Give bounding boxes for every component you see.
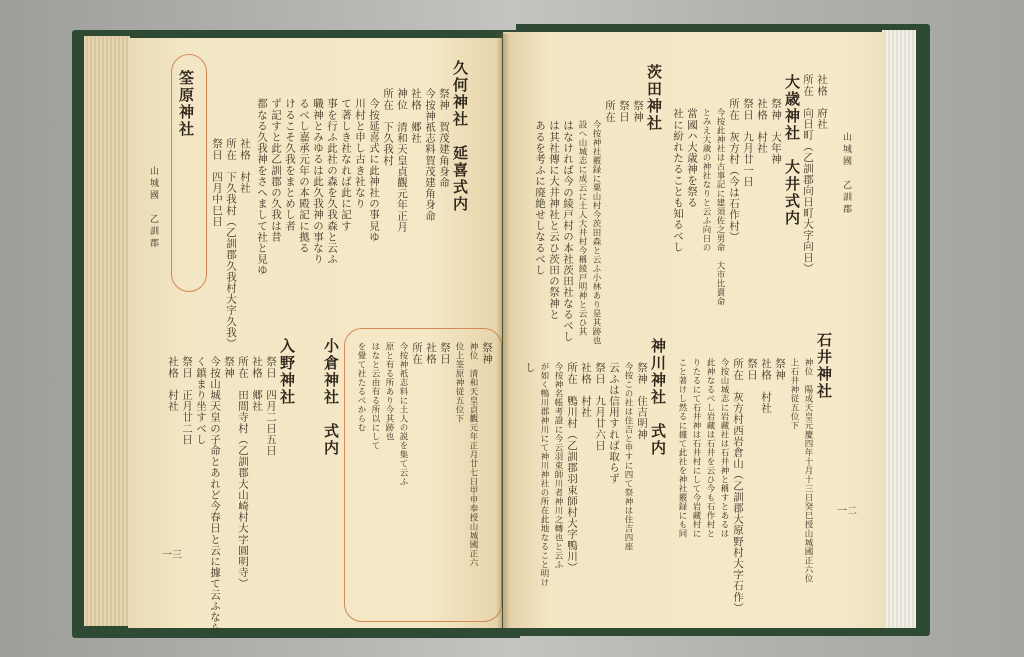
text-column: 今按延喜式に此神社の事見ゆ <box>368 98 380 243</box>
text-column: 所在 下久我村（乙訓郡久我村大字久我） <box>225 138 237 349</box>
text-column: 祭日 <box>746 358 758 381</box>
shrine-title: 筌原神社 <box>177 70 195 138</box>
left-page <box>128 38 502 634</box>
text-column: 今按神社覈録に粟山村今茨田森と云ふ小林あり是其跡也 <box>591 120 601 345</box>
right-page <box>503 32 885 628</box>
text-column: 祭神 <box>223 356 235 379</box>
text-column: 祭日 <box>439 342 451 365</box>
text-column: ず記すと此乙訓郡の久我は昔 <box>270 98 282 243</box>
text-column: 祭日 九月廿一日 <box>742 98 754 187</box>
shrine-title: 茨田神社 <box>645 64 663 132</box>
text-column: 社格 村社 <box>239 138 251 194</box>
text-column: 社に紛れたることも知るべし <box>672 108 684 253</box>
text-column: 祭神 <box>774 358 786 381</box>
text-column: るべし嘉承元年の本殿記に拠る <box>298 98 310 254</box>
shrine-title: 久何神社 延喜式内 <box>451 60 469 213</box>
text-column: 今按山城天皇の子命とあれど今春日と云に據て云ふなら <box>209 356 221 634</box>
text-column: こと著けし然るに據て此社を神社覈録にも同 <box>677 358 687 538</box>
text-column: 祭日 <box>618 100 630 123</box>
text-column: 今按神名帳考證に今云羽束師川者神川之轉也と云ふ <box>553 362 563 569</box>
text-column: 社格 村社 <box>756 98 768 154</box>
text-column: 上石井神従五位下 <box>789 358 799 430</box>
text-column: 此神なるべし岩藏は石井を云ひ今も石作村と <box>705 358 715 538</box>
text-column: 祭日 四月中巳日 <box>211 138 223 227</box>
right-page-number: 一二 <box>837 506 857 517</box>
text-column: 祭神 大年神 <box>770 98 782 165</box>
text-column: はなければ今の綾戸村の本社茨田社なるべし <box>562 120 574 342</box>
text-column: 社格 郷社 <box>410 88 422 144</box>
shrine-title: 石井神社 <box>815 332 833 400</box>
text-column: 社格 村社 <box>167 356 179 412</box>
right-page-header: 山城國 乙訓郡 <box>841 132 851 216</box>
text-column: 神位 清和天皇貞觀元年正月廿七日甲申奉授山城國正六 <box>468 342 478 567</box>
text-column: 所在 田間寺村（乙訓郡大山崎村大字圓明寺） <box>237 356 249 590</box>
text-column: 今按この社は住吉と申すに四て祭神は住吉四座 <box>623 362 633 551</box>
text-column: 社格 府社 <box>816 74 828 130</box>
page-edges-right <box>882 30 916 628</box>
shrine-title: 小倉神社 式内 <box>322 338 340 457</box>
text-column: く鎮まり坐すべし <box>195 356 207 445</box>
text-column: 所在 <box>411 342 423 365</box>
text-column: 所在 下久我村 <box>382 88 394 166</box>
text-column: 今按神祇志料賀茂建角身命 <box>424 88 436 222</box>
text-column: 原と有る所あり今其跡也 <box>384 342 394 441</box>
text-column: 祭神 <box>632 100 644 123</box>
text-column: とみえ大歳の神社なりと云ふ向日の <box>701 108 711 252</box>
text-column: 所在 向日町（乙訓郡向日町大字向日） <box>802 74 814 274</box>
text-column: 社格 <box>425 342 437 365</box>
text-column: 設へ山城志に成云に土人大井村今稱綾戸明神と云ひ其 <box>577 120 587 336</box>
shrine-title: 入野神社 <box>278 338 296 406</box>
text-column: けるこそ久我をまとめし者 <box>284 98 296 232</box>
text-column: 所在 灰方村（今は石作村） <box>728 98 740 243</box>
book-gutter <box>496 34 510 628</box>
text-column: 職神とみゆるは此久我神の事なり <box>312 98 324 265</box>
text-column: 祭日 九月廿六日 <box>594 362 606 451</box>
text-column: は其社傳に大井神社と云ひ茨田の祭神と <box>548 120 560 320</box>
text-column: 祭日 正月廿二日 <box>181 356 193 445</box>
text-column: し <box>524 362 536 374</box>
text-column: 川村と申し古き社なり <box>354 98 366 209</box>
text-column: 祭日 四月二日五日 <box>265 356 277 456</box>
left-page-number: 一三 <box>162 550 182 561</box>
text-column: 今按山城志に岩藏社は石井神と稱すとあるは <box>719 358 729 538</box>
text-column: 位上筌原神従五位下 <box>454 342 464 423</box>
text-column: を覺て社たるべからむ <box>356 342 366 432</box>
text-column: 當國ハ大歳神を祭る <box>686 108 698 208</box>
text-column: が如く鴨川郡神川にて神川神社の所在此地なること明け <box>539 362 549 587</box>
text-column: 社格 郷社 <box>251 356 263 412</box>
text-column: あるを考ふに廃絶せしなるべし <box>534 120 546 276</box>
text-column: 社格 村社 <box>760 358 772 414</box>
text-column: 云ふは信用すれば取らず <box>608 362 620 485</box>
text-column: 祭神 住吉明神 <box>636 362 648 440</box>
text-column: て著しき社なれば此に記す <box>340 98 352 232</box>
left-page-header: 山城國 乙訓郡 <box>148 166 158 250</box>
text-column: 今按此神社は古事記に建須佐之男命 大市比賣命 <box>715 108 725 306</box>
text-column: 所在 鴨川村（乙訓郡羽束師村大字鴨川） <box>566 362 578 573</box>
text-column: 祭神 賀茂建角身命 <box>438 88 450 188</box>
shrine-title: 神川神社 式内 <box>649 338 667 457</box>
text-column: 今按神祇志料に土人の説を集て云ふ <box>398 342 408 486</box>
text-column: 所在 灰方村西岩倉山（乙訓郡大原野村大字石作） <box>732 358 744 614</box>
text-column: 祭神 <box>481 342 493 365</box>
text-column: はなと云由有る所以にして <box>370 342 380 450</box>
text-column: りたるにて石井神は石井村にして今岩藏村に <box>691 358 701 538</box>
text-column: 都なる久我神をさへまして社と見ゆ <box>256 98 268 276</box>
text-column: 社格 村社 <box>580 362 592 418</box>
text-column: 事を行ふ此社の森を久我森と云ふ <box>326 98 338 265</box>
text-column: 神位 陽成天皇元慶四年十月十三日癸巳授山城國正六位 <box>803 358 813 583</box>
page-edges-left <box>84 36 130 626</box>
text-column: 所在 <box>604 100 616 123</box>
text-column: 神位 清和天皇貞觀元年正月 <box>396 88 408 233</box>
shrine-title: 大歳神社 大井式内 <box>783 74 801 227</box>
